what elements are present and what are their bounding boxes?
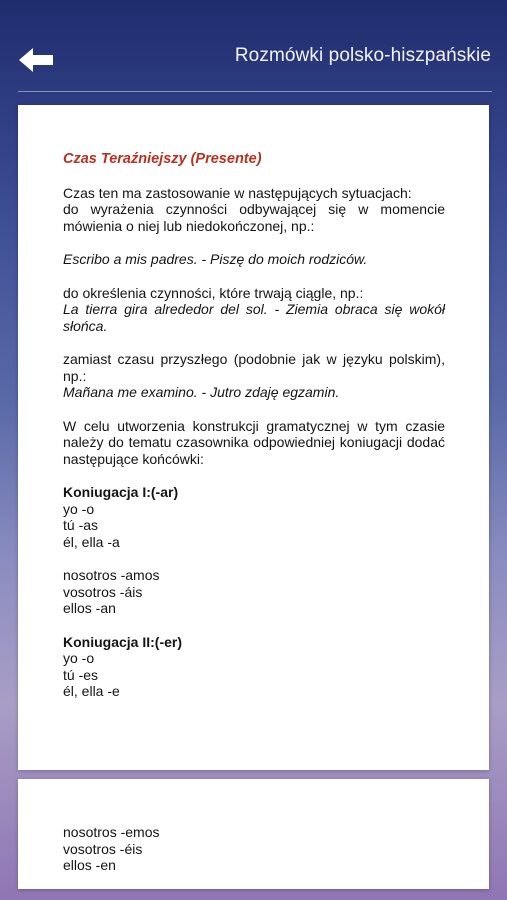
conjugation-ending: ellos -en — [63, 857, 116, 873]
spacer — [63, 334, 445, 351]
back-button[interactable] — [14, 41, 58, 79]
conjugation-ending: vosotros -áis — [63, 583, 143, 600]
conjugation-ending: tú -es — [63, 666, 99, 683]
lesson-title: Czas Teraźniejszy (Presente) — [63, 151, 262, 167]
conjugation-ending: tú -as — [63, 517, 99, 533]
spacer — [63, 617, 445, 634]
arrow-left-icon — [17, 46, 55, 74]
example-sentence-3: Mañana me examino. - Jutro zdaję egzamin. — [63, 384, 340, 400]
spacer — [63, 168, 445, 185]
spacer — [63, 234, 445, 251]
app-header — [0, 0, 507, 92]
lesson-intro: Czas ten ma zastosowanie w następujących sytuacjach: — [63, 184, 412, 201]
spacer — [63, 401, 445, 418]
conjugation-ending: vosotros -éis — [63, 840, 143, 857]
conjugation-ending: él, ella -e — [63, 683, 120, 699]
lesson-use-3: zamiast czasu przyszłego (podobnie jak w języku polskim), np.: — [63, 351, 445, 384]
spacer — [63, 467, 445, 484]
lesson-content-continued — [63, 824, 445, 874]
conjugation-ending: yo -o — [63, 650, 95, 666]
header-divider — [18, 91, 492, 92]
example-sentence-1: Escribo a mis padres. - Piszę do moich rodziców. — [63, 251, 368, 267]
conjugation-ending: él, ella -a — [63, 533, 120, 550]
conjugation-1-title: Koniugacja I:(-ar) — [63, 484, 179, 500]
lesson-use-2: do określenia czynności, które trwają ciągle, np.: — [63, 284, 364, 301]
formation-rule: W celu utworzenia konstrukcji gramatycznej w tym czasie należy do tematu czasownika odpowiedniej koniugacji dodać następujące końcówki: — [63, 417, 445, 467]
conjugation-ending: yo -o — [63, 500, 95, 517]
lesson-content — [63, 151, 445, 700]
conjugation-ending: ellos -an — [63, 600, 116, 616]
lesson-card-continued — [18, 779, 489, 889]
page-title: Rozmówki polsko-hiszpańskie — [234, 45, 491, 66]
conjugation-2-title: Koniugacja II:(-er) — [63, 633, 183, 650]
spacer — [63, 550, 445, 567]
lesson-card — [18, 105, 489, 770]
conjugation-ending: nosotros -amos — [63, 567, 160, 583]
example-sentence-2: La tierra gira alrededor del sol. - Ziemia obraca się wokół słońca. — [63, 301, 445, 334]
spacer — [63, 268, 445, 285]
conjugation-ending: nosotros -emos — [63, 824, 160, 840]
lesson-use-1: do wyrażenia czynności odbywającej się w momencie mówienia o niej lub niedokończonej, np.: — [63, 201, 445, 234]
